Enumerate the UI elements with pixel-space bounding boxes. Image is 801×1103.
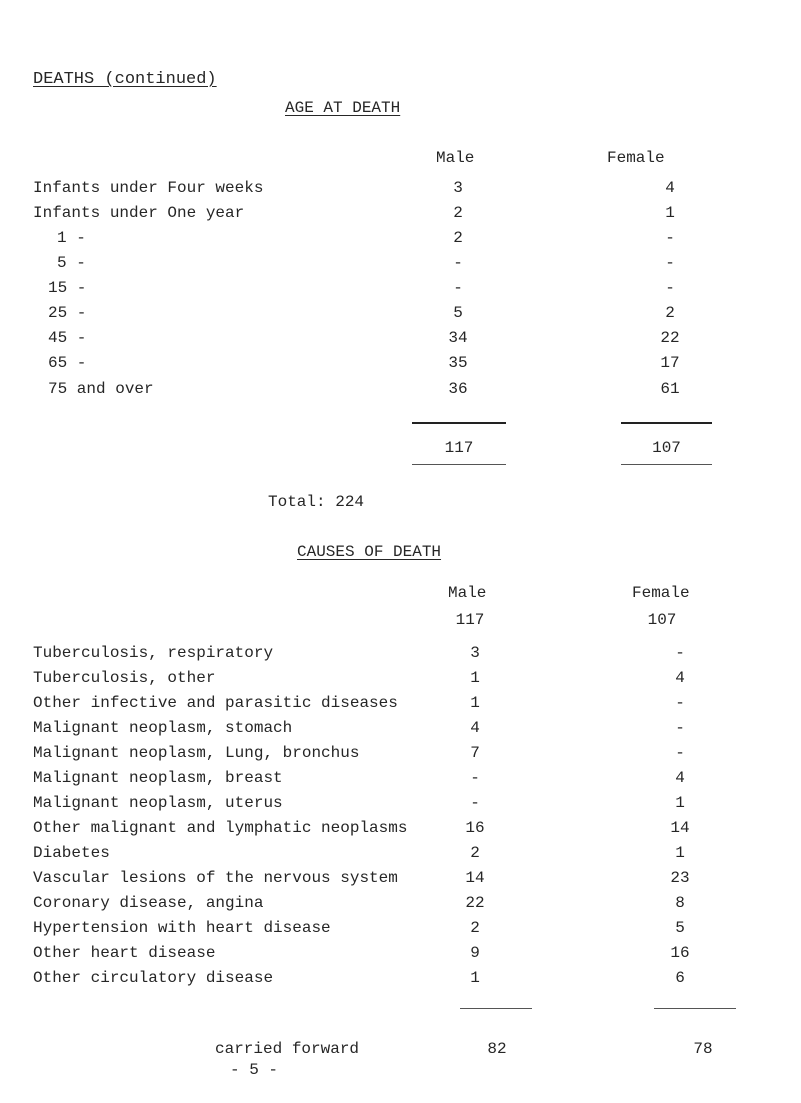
age-row-female: - xyxy=(665,279,675,297)
causes-col-male: Male xyxy=(448,584,487,602)
causes-heading: CAUSES OF DEATH xyxy=(297,543,442,561)
age-row-female: 22 xyxy=(660,329,680,347)
age-row-female: 4 xyxy=(665,179,675,197)
cause-row-male: 3 xyxy=(470,644,480,662)
age-row-male: 36 xyxy=(448,380,468,398)
carried-male-rule xyxy=(460,1008,532,1009)
age-row-male: 2 xyxy=(453,229,463,247)
cause-row-female: - xyxy=(675,694,685,712)
section-title: DEATHS (continued) xyxy=(33,70,217,89)
cause-row-male: 16 xyxy=(465,819,485,837)
cause-row-male: 14 xyxy=(465,869,485,887)
age-col-female: Female xyxy=(607,149,665,167)
cause-row-male: 1 xyxy=(470,669,480,687)
cause-row-label: Malignant neoplasm, stomach xyxy=(33,719,293,737)
causes-col-female: Female xyxy=(632,584,690,602)
age-row-label: 75 and over xyxy=(48,380,154,398)
carried-male: 82 xyxy=(487,1040,507,1058)
cause-row-female: 1 xyxy=(675,794,685,812)
cause-row-female: - xyxy=(675,644,685,662)
age-row-male: 34 xyxy=(448,329,468,347)
cause-row-male: 7 xyxy=(470,744,480,762)
age-row-male: - xyxy=(453,279,463,297)
age-heading: AGE AT DEATH xyxy=(285,99,401,117)
age-row-female: - xyxy=(665,229,675,247)
male-total-rule xyxy=(412,422,506,424)
causes-male-total: 117 xyxy=(455,611,485,629)
age-row-male: - xyxy=(453,254,463,272)
age-row-male: 3 xyxy=(453,179,463,197)
grand-total: Total: 224 xyxy=(268,493,365,511)
age-row-male: 2 xyxy=(453,204,463,222)
cause-row-label: Vascular lesions of the nervous system xyxy=(33,869,398,887)
cause-row-label: Hypertension with heart disease xyxy=(33,919,331,937)
age-row-female: 61 xyxy=(660,380,680,398)
age-total-male: 117 xyxy=(444,439,474,457)
cause-row-label: Other infective and parasitic diseases xyxy=(33,694,398,712)
age-row-male: 5 xyxy=(453,304,463,322)
cause-row-female: 4 xyxy=(675,769,685,787)
age-row-label: 45 - xyxy=(48,329,87,347)
carried-forward-label: carried forward xyxy=(215,1040,360,1058)
cause-row-female: 5 xyxy=(675,919,685,937)
age-row-female: 2 xyxy=(665,304,675,322)
cause-row-label: Malignant neoplasm, breast xyxy=(33,769,283,787)
cause-row-label: Malignant neoplasm, Lung, bronchus xyxy=(33,744,360,762)
age-row-female: 1 xyxy=(665,204,675,222)
cause-row-male: 4 xyxy=(470,719,480,737)
age-row-label: 25 - xyxy=(48,304,87,322)
cause-row-female: 16 xyxy=(670,944,690,962)
male-total-underline xyxy=(412,464,506,465)
causes-female-total: 107 xyxy=(647,611,677,629)
cause-row-male: - xyxy=(470,769,480,787)
cause-row-female: 14 xyxy=(670,819,690,837)
cause-row-male: 22 xyxy=(465,894,485,912)
cause-row-female: 6 xyxy=(675,969,685,987)
cause-row-female: - xyxy=(675,744,685,762)
cause-row-male: 1 xyxy=(470,969,480,987)
cause-row-label: Malignant neoplasm, uterus xyxy=(33,794,283,812)
cause-row-female: 23 xyxy=(670,869,690,887)
cause-row-label: Tuberculosis, respiratory xyxy=(33,644,274,662)
age-row-label: 1 - xyxy=(57,229,86,247)
age-row-female: 17 xyxy=(660,354,680,372)
age-row-label: Infants under Four weeks xyxy=(33,179,264,197)
cause-row-male: 2 xyxy=(470,919,480,937)
age-row-label: 65 - xyxy=(48,354,87,372)
age-row-label: Infants under One year xyxy=(33,204,245,222)
carried-female: 78 xyxy=(693,1040,713,1058)
age-row-label: 15 - xyxy=(48,279,87,297)
cause-row-male: 9 xyxy=(470,944,480,962)
cause-row-label: Other malignant and lymphatic neoplasms xyxy=(33,819,408,837)
age-total-female: 107 xyxy=(652,439,681,457)
cause-row-male: - xyxy=(470,794,480,812)
age-row-female: - xyxy=(665,254,675,272)
cause-row-label: Other circulatory disease xyxy=(33,969,274,987)
page-number: - 5 - xyxy=(230,1061,279,1079)
female-total-rule xyxy=(621,422,712,424)
age-col-male: Male xyxy=(436,149,475,167)
cause-row-female: 8 xyxy=(675,894,685,912)
cause-row-female: - xyxy=(675,719,685,737)
age-row-label: 5 - xyxy=(57,254,86,272)
carried-female-rule xyxy=(654,1008,736,1009)
cause-row-label: Other heart disease xyxy=(33,944,216,962)
cause-row-female: 1 xyxy=(675,844,685,862)
cause-row-label: Tuberculosis, other xyxy=(33,669,216,687)
cause-row-female: 4 xyxy=(675,669,685,687)
cause-row-label: Diabetes xyxy=(33,844,110,862)
female-total-underline xyxy=(621,464,712,465)
cause-row-male: 2 xyxy=(470,844,480,862)
age-row-male: 35 xyxy=(448,354,468,372)
cause-row-male: 1 xyxy=(470,694,480,712)
cause-row-label: Coronary disease, angina xyxy=(33,894,264,912)
